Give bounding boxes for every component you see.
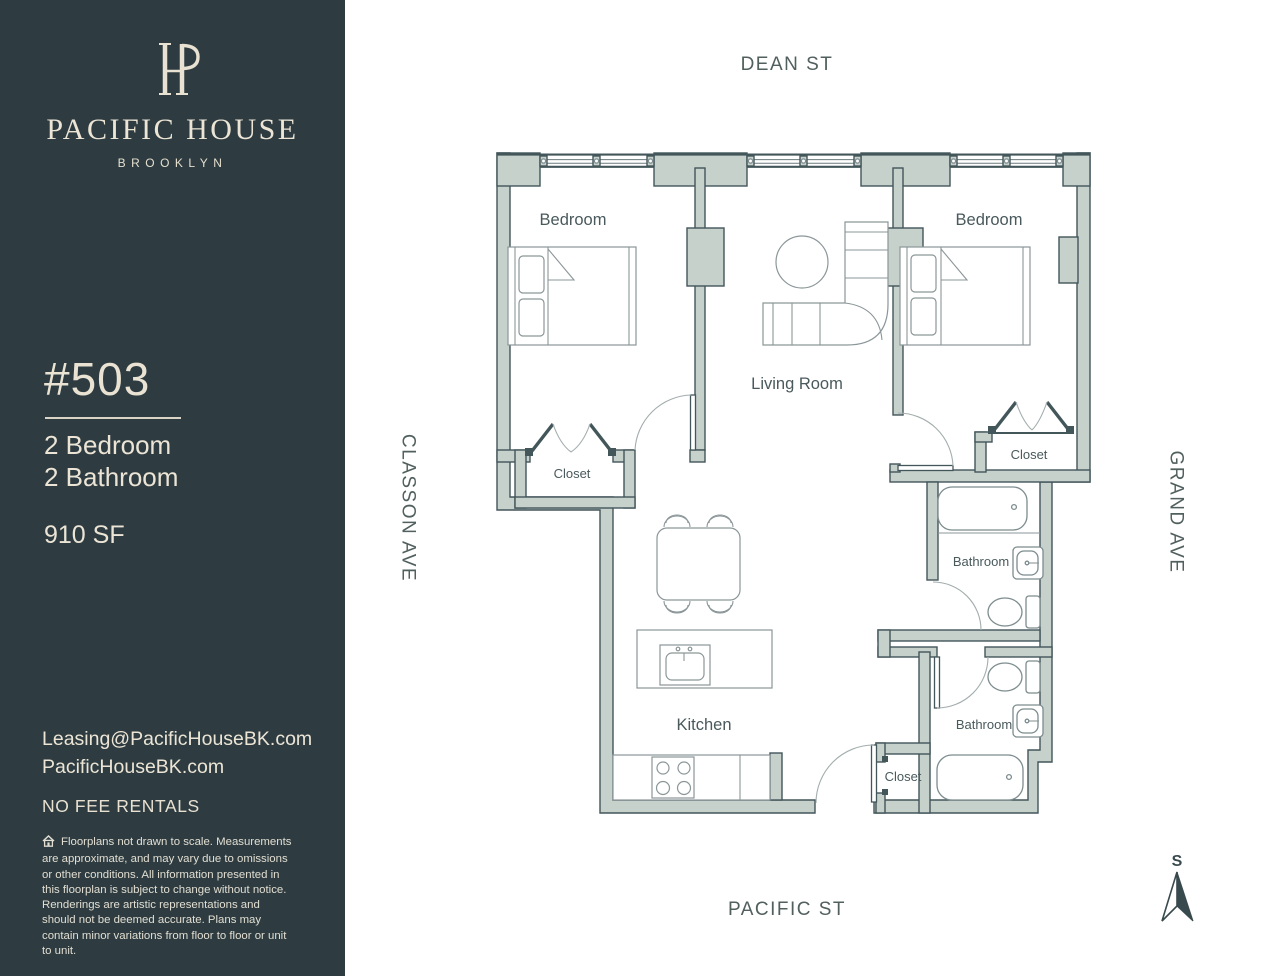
- street-label-classon-ave: CLASSON AVE: [397, 433, 419, 583]
- unit-number: #503: [44, 353, 151, 405]
- compass-letter: S: [1171, 853, 1183, 870]
- room-label-bathroom-2: Bathroom: [955, 717, 1013, 732]
- sink-icon: [1013, 705, 1043, 737]
- bathtub-icon: [937, 755, 1023, 800]
- sidebar: [0, 0, 345, 976]
- door-bathroom-2: [935, 657, 989, 708]
- toilet-icon: [988, 661, 1040, 693]
- street-label-grand-ave: GRAND AVE: [1165, 450, 1187, 574]
- french-doors-left-closet: [525, 424, 616, 456]
- brand-name: PACIFIC HOUSE: [46, 113, 299, 146]
- door-left-bedroom: [635, 395, 696, 450]
- unit-bedrooms: 2 Bedroom: [44, 430, 172, 460]
- brand-subtitle: BROOKLYN: [117, 156, 228, 170]
- room-label-closet-right: Closet: [1010, 447, 1048, 462]
- floorplan-drawing: [345, 0, 1264, 976]
- coffee-table-icon: [776, 236, 828, 288]
- unit-type: [44, 430, 178, 494]
- no-fee-tagline: NO FEE RENTALS: [42, 796, 200, 816]
- disclaimer-text: [42, 835, 296, 959]
- wall-column: [1059, 237, 1078, 283]
- door-right-bedroom: [898, 413, 953, 471]
- sectional-sofa-icon: [763, 222, 888, 345]
- unit-size: 910 SF: [44, 521, 125, 549]
- kitchen-fixtures: [613, 515, 772, 800]
- dining-table: [657, 515, 740, 613]
- compass-south-icon: [1162, 853, 1193, 921]
- room-label-closet-left: Closet: [553, 466, 591, 481]
- sink-icon: [1013, 547, 1043, 579]
- street-label-dean-st: DEAN ST: [740, 54, 834, 75]
- window-icon: [540, 156, 654, 167]
- bed-right-icon: [900, 247, 1030, 345]
- disclaimer-body: Floorplans not drawn to scale. Measurements are approximate, and may vary due to omissions or other conditions. All information presented in this floorplan is subject to change without notice. Renderings are artistic representations and should not be deemed accurate. Plans may contain minor variations from floor to floor or unit to unit.: [42, 836, 292, 957]
- website-link[interactable]: PacificHouseBK.com: [42, 756, 225, 778]
- stove-icon: [652, 757, 694, 798]
- living-room-furniture: [763, 222, 888, 345]
- room-label-bedroom-right: Bedroom: [955, 211, 1023, 229]
- door-bathroom-1: [933, 582, 981, 630]
- divider: [45, 417, 181, 419]
- kitchen-island: [637, 630, 772, 688]
- brand-logo: [0, 38, 345, 170]
- street-label-pacific-st: PACIFIC ST: [727, 899, 847, 920]
- window-wall: [497, 153, 1090, 186]
- room-label-kitchen: Kitchen: [676, 716, 732, 734]
- toilet-icon: [988, 596, 1040, 628]
- bathtub-icon: [938, 487, 1040, 533]
- room-label-bedroom-left: Bedroom: [539, 211, 607, 229]
- room-label-living-room: Living Room: [751, 375, 843, 393]
- window-icon: [950, 156, 1063, 167]
- ph-monogram-icon: [141, 38, 205, 100]
- equal-housing-icon: [42, 835, 55, 852]
- island-sink-icon: [660, 645, 710, 685]
- room-label-closet-entry: Closet: [884, 769, 922, 784]
- french-doors-right-closet: [988, 402, 1074, 434]
- room-label-bathroom-1: Bathroom: [952, 554, 1010, 569]
- leasing-email-link[interactable]: Leasing@PacificHouseBK.com: [42, 728, 313, 750]
- bed-left-icon: [508, 247, 636, 345]
- door-entry: [816, 745, 877, 803]
- unit-bathrooms: 2 Bathroom: [44, 461, 179, 492]
- floorplan: [345, 0, 1264, 976]
- window-icon: [747, 156, 861, 167]
